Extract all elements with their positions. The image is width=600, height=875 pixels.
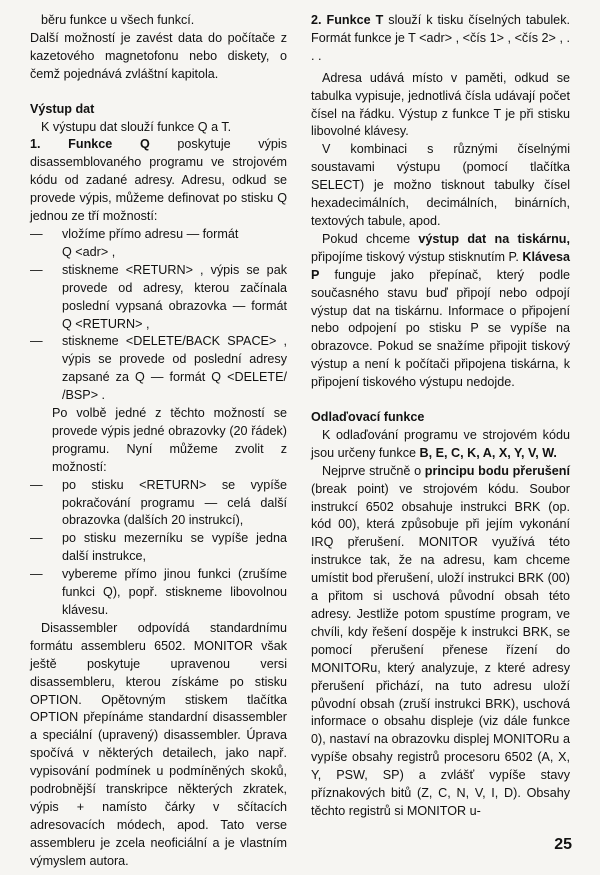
paragraph [311,231,570,392]
paragraph-text: Pokud chceme [322,231,419,246]
printer-output-label: výstup dat na tiskárnu, [418,231,570,246]
list-item: — vybereme přímo jinou funkci (zrušíme funkci Q), popř. stiskneme libovolnou klávesu. [30,566,287,620]
paragraph-text: (break point) ve strojovém kódu. Soubor instrukcí 6502 obsahuje instrukci BRK (op. kód 00), která způsobuje při jejím vykonání IRQ přerušení. MONITOR využívá této instrukce tak, že na adresu, kam chceme umístit bod přerušení, uloží instrukci BRK (00) a přitom si uschová původní obsah této adresy. Jestliže potom spustíme program, ve chvíli, kdy řešení dospěje k instrukci BRK, se pomocí přerušení přenese řízení do MONITORu, který analyzuje, z které adresy přerušení přichází, na tuto adresu uloží původní obsah (zruší instrukci BRK), uschová informace o obsahu displeje (viz dále funkce 0), nastaví na obrazovku displej MONITORu a vypíše obsahy registrů procesoru 6502 (A, X, Y, PSW, SP) a zvlášť vypíše stavy příznakových bitů (Z, C, N, V, I, D). Obsahy těchto registrů si MONITOR u- [311,481,570,818]
paragraph: běru funkce u všech funkcí. [41,13,195,27]
list-item-continuation: Q <adr> , [62,244,116,259]
paragraph [311,463,570,821]
paragraph-text: funguje jako přepínač, který podle současného stavu buď připojí nebo odpojí výstup dat na tiskárnu. Informace o připojení nebo odpojení po stisku P se vypíše na obrazovce. Pokud se snažíme připojit tiskový výstup a není k počítači připojena tiskárna, k připojení tiskového výstupu nedojde. [311,267,570,390]
paragraph: K výstupu dat slouží funkce Q a T. [41,119,232,134]
paragraph: Disassembler odpovídá standardnímu formátu assembleru 6502. MONITOR však ještě poskytuje upravenou versi disassembleru, kterou získáme po stisku OPTION. Opětovným stiskem tlačítka OPTION přepínáme standardní disassembler a speciální (upravený) disassembler. Úprava spočívá v některých detailech, jako např. vypisování podmínek u podmíněných skoků, podrobnější transkripce některých zkratek, výpis + namísto čárky v sčítacích adresovacích módech, apod. Tato verse assembleru je zcela neoficiální a je vlastním výmyslem autora. [30,620,287,868]
function-t-label: 2. Funkce T [311,13,384,27]
function-q-label: 1. Funkce Q [30,137,150,152]
break-point-label: principu bodu přerušení [424,463,570,478]
list-item: — stiskneme <DELETE/BACK SPACE> , výpis se provede od poslední adresy zapsané za Q — formát Q <DELETE/ /BSP> . [30,333,287,405]
right-column [311,12,570,821]
paragraph [30,136,287,226]
section-heading-debug-functions: Odlaďovací funkce [311,410,425,425]
paragraph-text: Nejprve stručně o [322,463,425,478]
paragraph-text: připojíme tiskový výstup stisknutím P. [311,249,523,264]
left-column [30,12,287,871]
paragraph [311,427,570,463]
paragraph: Po volbě jedné z těchto možností se provede výpis jedné obrazovky (20 řádek) programu. Nyní můžeme zvolit z možností: [52,406,287,474]
list-item: — po stisku mezerníku se vypíše jedna další instrukce, [30,530,287,566]
key-p-label: Klávesa P [311,249,570,282]
section-heading-data-output: Výstup dat [30,101,95,116]
paragraph-text: K odlaďování programu ve strojovém kódu jsou určeny funkce [311,427,570,460]
list-item: — po stisku <RETURN> se vypíše pokračování programu — celá další obrazovka (dalších 20 instrukcí), [30,477,287,531]
paragraph-text: slouží k tisku číselných tabulek. Formát funkce je T <adr> , <čís 1> , <čís 2> , . . . [311,13,570,63]
paragraph: V kombinaci s různými číselnými soustavami výstupu (pomocí tlačítka SELECT) je možno tisknout tabulky čísel hexadecimálních, decimálních, binárních, textových tabule, apod. [311,142,570,228]
list-item: — stiskneme <RETURN> , výpis se pak provede od adresy, kterou začínala poslední vypsaná obrazovka — formát Q <RETURN> , [30,262,287,334]
paragraph [311,12,570,66]
debug-functions-list: B, E, C, K, A, X, Y, V, W. [419,445,557,460]
paragraph: Adresa udává místo v paměti, odkud se tabulka vypisuje, jednotlivá čísla udávají počet čísel na řádku. Výstup z funkce T je při stisku libovolné klávesy. [311,70,570,139]
list-item: — vložíme přímo adresu — formát [30,226,287,244]
paragraph-text: poskytuje výpis disassemblovaného programu ve strojovém kódu od zadané adresy. Adresu, odkud se provede výpis, můžeme definovat po stisku Q jednou ze tří možností: [30,137,287,224]
page-number: 25 [554,836,572,853]
paragraph: Další možností je zavést data do počítače z kazetového magnetofonu nebo diskety, o čemž pojednává zvláštní kapitola. [30,30,287,81]
